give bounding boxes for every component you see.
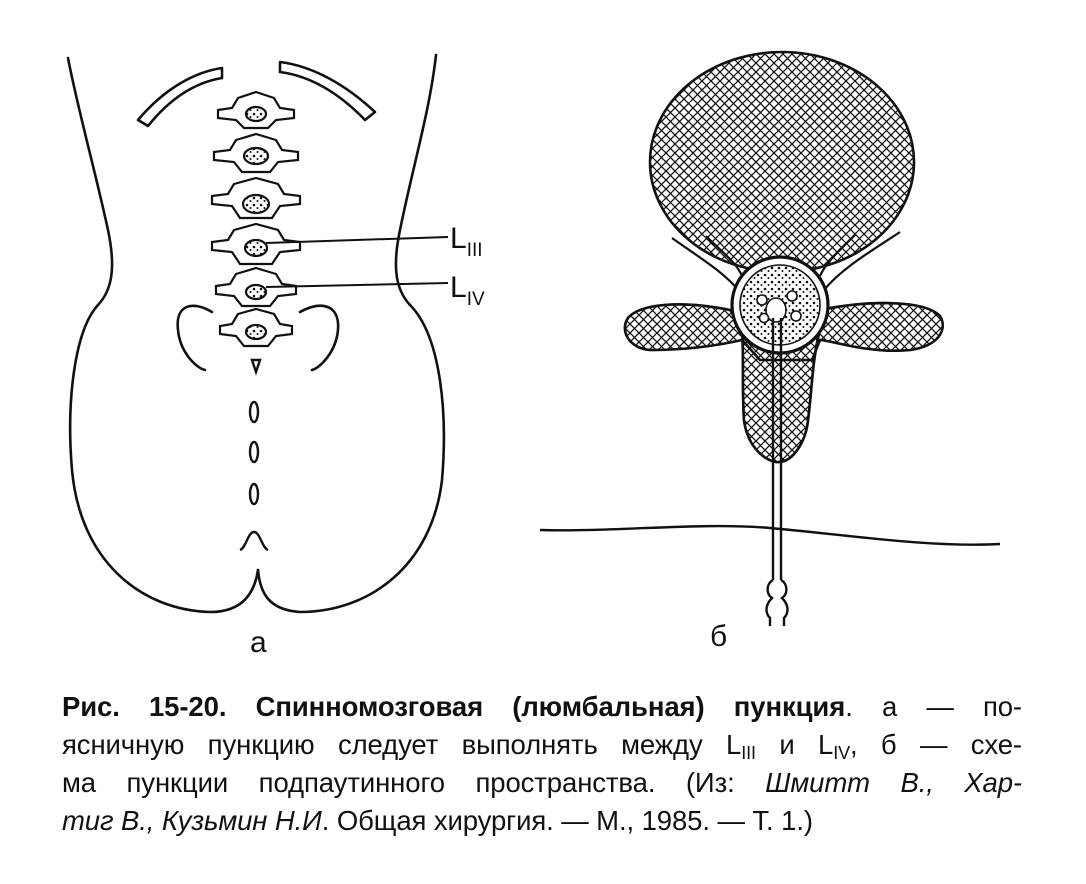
left-buttock [70, 305, 258, 612]
caption-line-3: ма пункции подпаутинного пространства. (Из: Шмитт В., Хар- [62, 767, 1022, 798]
vertebra [214, 134, 298, 172]
vertebra-l3 [212, 224, 300, 264]
skin-line [540, 526, 1000, 545]
panel-b-label: б [710, 620, 728, 653]
panel-b-cross-section [540, 52, 1000, 626]
torso-right-contour [396, 55, 436, 305]
caption-line-1: Рис. 15-20. Спинномозговая (люмбальная) пункция. а — по- [62, 691, 1022, 722]
right-buttock [258, 305, 444, 612]
vertebra-l5 [220, 309, 292, 346]
caption-authors-1: Шмитт В., Хар- [765, 767, 1022, 798]
torso-left-contour [68, 58, 112, 305]
figure-caption [62, 688, 1022, 840]
vertebra [218, 92, 294, 128]
caption-title: Рис. 15-20. Спинномозговая (люмбальная) пункция [62, 691, 846, 722]
vertebral-body [650, 52, 914, 272]
label-l3: $L_{III}$ [450, 222, 483, 261]
coccyx-mark [240, 532, 268, 550]
left-iliac-crest [178, 306, 212, 370]
caption-authors-2: тиг В., Кузьмин Н.И [62, 805, 322, 836]
label-l4: $L_{IV}$ [450, 271, 485, 310]
vertebra [212, 178, 300, 218]
left-rib [138, 68, 222, 126]
l3-leader [266, 237, 448, 243]
right-iliac-crest [300, 306, 338, 370]
panel-a-label: а [250, 626, 267, 659]
sacral-marks [240, 360, 268, 550]
caption-line-4: тиг В., Кузьмин Н.И. Общая хирургия. — М., 1985. — Т. 1.) [62, 805, 813, 836]
lumbar-spine [212, 92, 300, 346]
needle-hub [767, 580, 788, 626]
caption-line-2: ясничную пункцию следует выполнять между $L_{III}$ и $L_{IV}$, б — схе- [62, 729, 1022, 763]
